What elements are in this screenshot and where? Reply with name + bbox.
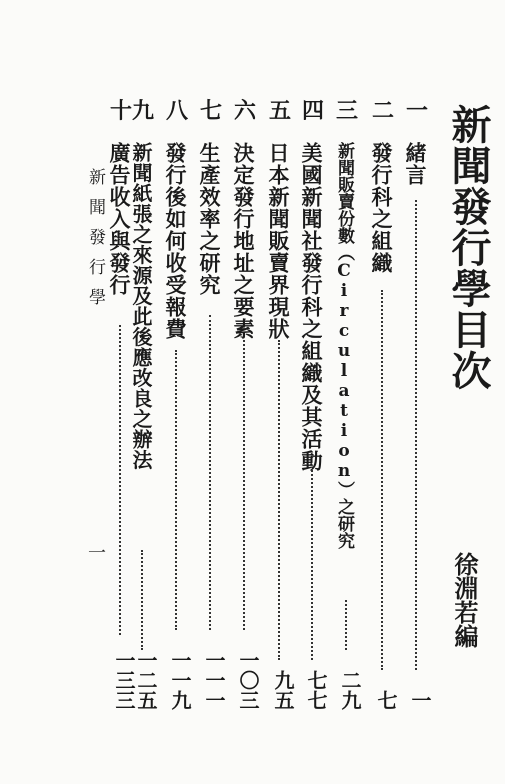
- leader-dots: [243, 340, 245, 630]
- toc-entry[interactable]: [164, 100, 190, 710]
- entry-number: 七: [199, 98, 222, 124]
- leader-dots: [311, 470, 313, 660]
- entry-title: 發行科之組織: [369, 142, 394, 274]
- leader-dots: [175, 350, 177, 630]
- entry-page: 一三三: [112, 650, 136, 710]
- leader-dots: [415, 200, 417, 670]
- entry-page: 一: [408, 690, 432, 710]
- entry-title: 廣告收入與發行: [107, 142, 132, 296]
- entry-page: 七: [374, 690, 398, 710]
- leader-dots: [345, 600, 347, 650]
- leader-dots: [209, 315, 211, 630]
- entry-page: 一〇三: [236, 650, 260, 710]
- toc-entry[interactable]: [300, 100, 326, 710]
- entry-title: 日本新聞販賣界現狀: [266, 142, 291, 340]
- toc-entry[interactable]: [198, 100, 224, 710]
- entry-title: 生產效率之研究: [197, 142, 222, 296]
- entry-number: 二: [371, 98, 394, 124]
- entry-number: 五: [268, 98, 291, 124]
- toc-entry[interactable]: [404, 100, 430, 710]
- leader-dots: [278, 340, 280, 660]
- entry-title: 新聞販賣份數（Circulation）之研究: [334, 142, 354, 549]
- entry-title: 緒言: [403, 142, 428, 186]
- book-title: 新聞發行學目次: [445, 104, 492, 391]
- entry-page: 一一一: [202, 650, 226, 710]
- entry-title: 發行後如何收受報費: [163, 142, 188, 340]
- entry-title: 美國新聞社發行科之組織及其活動: [299, 142, 324, 472]
- toc-entry[interactable]: [108, 100, 134, 710]
- editor-credit: 徐淵若編: [450, 552, 479, 648]
- toc-entry[interactable]: [370, 100, 396, 710]
- page-number: 一: [88, 543, 106, 564]
- leader-dots: [119, 325, 121, 635]
- leader-dots: [381, 290, 383, 670]
- entry-number: 九: [131, 98, 154, 124]
- entry-number: 四: [301, 98, 324, 124]
- toc-entry[interactable]: [334, 100, 360, 710]
- entry-page: 九五: [271, 670, 295, 710]
- entry-page: 一二五: [134, 650, 158, 710]
- entry-page: 一一九: [168, 650, 192, 710]
- entry-number: 一: [405, 98, 428, 124]
- entry-page: 七七: [304, 670, 328, 710]
- entry-number: 六: [233, 98, 256, 124]
- entry-number: 三: [335, 98, 358, 124]
- toc-entry[interactable]: [267, 100, 293, 710]
- entry-page: 二九: [338, 670, 362, 710]
- entry-title: 新聞紙張之來源及此後應改良之辦法: [129, 142, 153, 470]
- entry-number: 十: [109, 98, 132, 124]
- leader-dots: [141, 550, 143, 650]
- entry-title: 決定發行地址之要素: [231, 142, 256, 340]
- running-header: 新聞發行學: [85, 168, 105, 318]
- toc-entry[interactable]: [232, 100, 258, 710]
- entry-number: 八: [165, 98, 188, 124]
